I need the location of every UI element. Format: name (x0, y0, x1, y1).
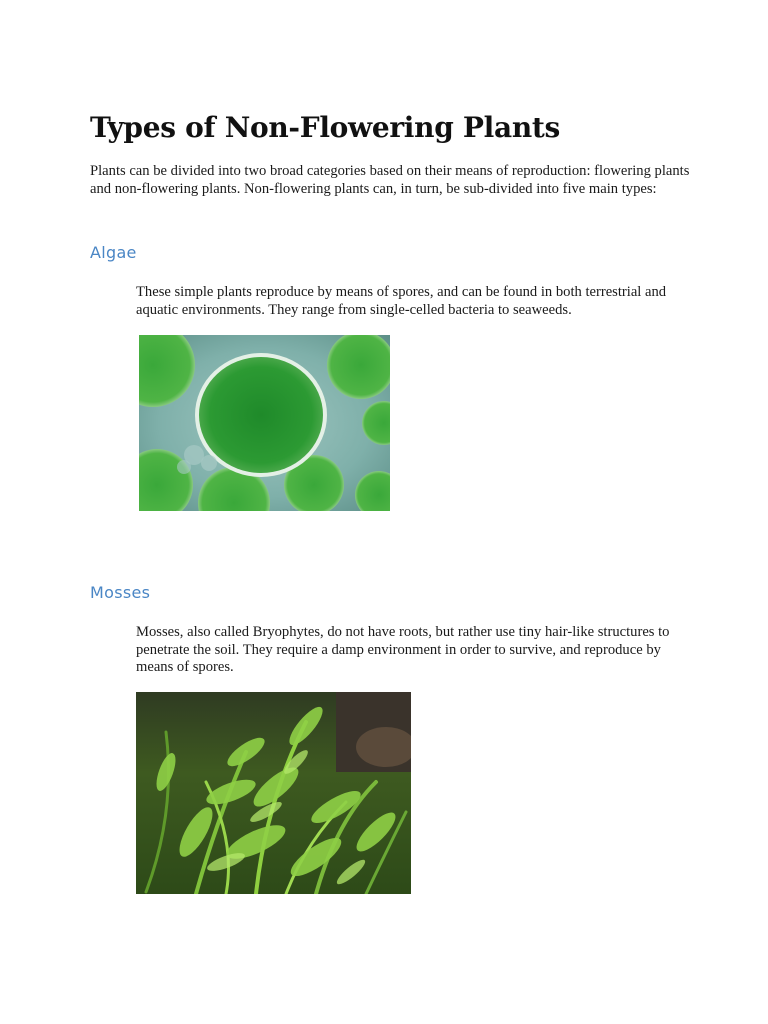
section-text-algae: These simple plants reproduce by means of spores, and can be found in both terrestrial and aquatic environments. They range from single-celled bacteria to seaweeds. (136, 284, 667, 318)
intro-paragraph: Plants can be divided into two broad categories based on their means of reproduction: flowering plants and non-flowering plants. Non-flowering plants can, in turn, be sub-divided into five main types: (90, 163, 690, 197)
algae-photo (139, 335, 390, 511)
section-heading-algae: Algae (90, 243, 137, 262)
algae-cells-image (139, 335, 390, 511)
moss-image (136, 692, 411, 894)
moss-photo (136, 692, 411, 894)
section-text-mosses: Mosses, also called Bryophytes, do not have roots, but rather use tiny hair-like structures to penetrate the soil. They require a damp environment in order to survive, and reproduce by means of spores. (136, 624, 670, 676)
section-heading-mosses: Mosses (90, 583, 151, 602)
page-title: Types of Non-Flowering Plants (90, 111, 561, 144)
